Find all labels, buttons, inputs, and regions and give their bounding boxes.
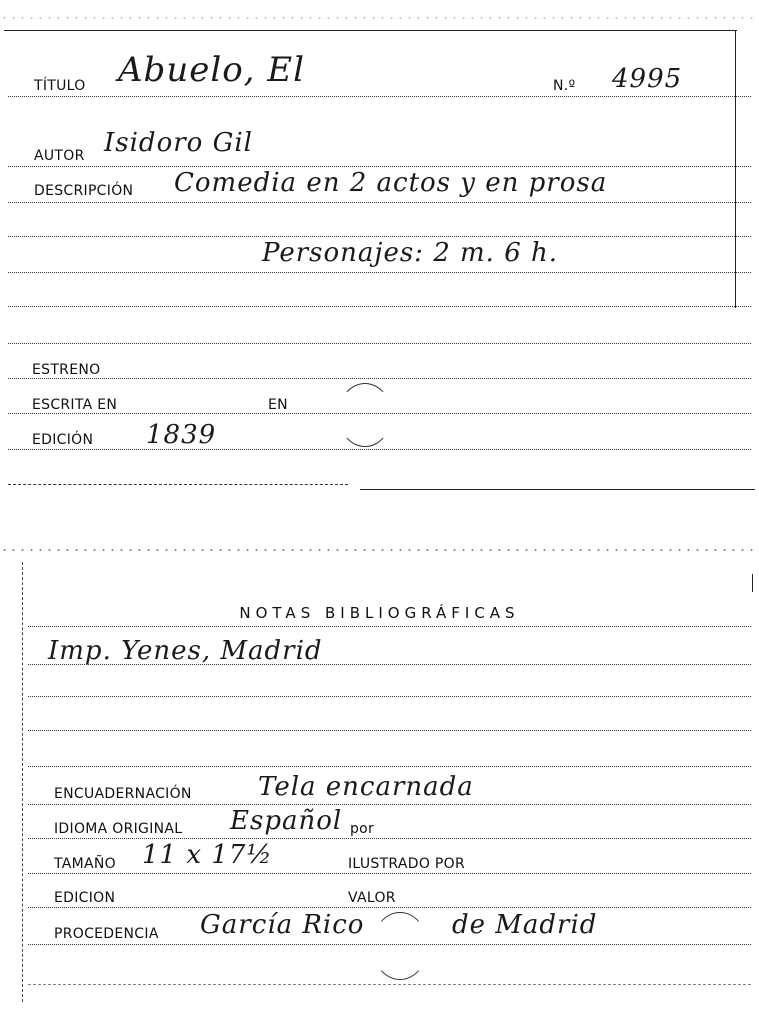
tamano-line bbox=[28, 873, 751, 874]
autor-line bbox=[8, 166, 751, 167]
card-bottom-top-edge bbox=[0, 546, 759, 554]
autor-label: AUTOR bbox=[34, 148, 85, 164]
blank-line-1 bbox=[8, 236, 751, 237]
escrita-label: ESCRITA EN bbox=[32, 397, 118, 413]
card-top-border bbox=[4, 30, 737, 31]
procedencia-label: PROCEDENCIA bbox=[54, 926, 159, 942]
notas-line-2 bbox=[28, 696, 751, 697]
notas-line-4 bbox=[28, 766, 751, 767]
card-right-border bbox=[735, 30, 736, 308]
encuadernacion-value: Tela encarnada bbox=[258, 772, 474, 802]
catalog-card-bottom bbox=[0, 540, 759, 1028]
ilustrado-label: ILUSTRADO POR bbox=[348, 856, 465, 872]
procedencia-suffix: de Madrid bbox=[452, 910, 598, 940]
numero-value: 4995 bbox=[612, 64, 683, 94]
estreno-line bbox=[8, 378, 751, 379]
edicion-value: 1839 bbox=[146, 420, 217, 450]
valor-label: VALOR bbox=[348, 890, 396, 906]
numero-label: N.º bbox=[553, 78, 576, 94]
card-bottom-dash bbox=[8, 484, 348, 485]
por-label: por bbox=[350, 821, 375, 837]
idioma-label: IDIOMA ORIGINAL bbox=[54, 821, 183, 837]
edicion-line bbox=[8, 449, 751, 450]
notas-line-last bbox=[28, 984, 751, 985]
notas-heading: NOTAS BIBLIOGRÁFICAS bbox=[239, 604, 520, 622]
card2-right-mark bbox=[752, 574, 753, 592]
catalog-card-top bbox=[0, 0, 759, 500]
punch-hole bbox=[338, 383, 392, 447]
notas-line-3 bbox=[28, 730, 751, 731]
en-label: EN bbox=[268, 397, 288, 413]
titulo-value: Abuelo, El bbox=[118, 50, 305, 90]
titulo-line bbox=[8, 96, 751, 97]
personajes-value: Personajes: 2 m. 6 h. bbox=[262, 238, 559, 268]
card-top-edge bbox=[0, 14, 759, 22]
encuadernacion-label: ENCUADERNACIÓN bbox=[54, 786, 192, 802]
edicion-label: EDICIÓN bbox=[32, 432, 94, 448]
descripcion-line bbox=[8, 202, 751, 203]
notas-line-1 bbox=[28, 664, 751, 665]
tamano-label: TAMAÑO bbox=[54, 856, 116, 872]
tamano-value: 11 x 17½ bbox=[142, 840, 273, 870]
punch-hole-2 bbox=[372, 912, 428, 980]
encuadernacion-line bbox=[28, 804, 751, 805]
nota-value: Imp. Yenes, Madrid bbox=[48, 636, 323, 666]
estreno-label: ESTRENO bbox=[32, 362, 101, 378]
card2-left-border bbox=[22, 562, 23, 1002]
card-bottom-edge bbox=[360, 489, 755, 490]
titulo-label: TÍTULO bbox=[34, 78, 86, 94]
idioma-line bbox=[28, 838, 751, 839]
blank-line-3 bbox=[8, 306, 751, 307]
blank-line-2 bbox=[8, 272, 751, 273]
edicion2-line bbox=[28, 907, 751, 908]
autor-value: Isidoro Gil bbox=[104, 128, 253, 158]
descripcion-value: Comedia en 2 actos y en prosa bbox=[174, 168, 608, 198]
edicion2-label: EDICION bbox=[54, 890, 116, 906]
idioma-value: Español bbox=[230, 806, 343, 836]
procedencia-value: García Rico bbox=[200, 910, 365, 940]
notas-line-0 bbox=[28, 626, 751, 627]
blank-line-4 bbox=[8, 343, 751, 344]
descripcion-label: DESCRIPCIÓN bbox=[34, 183, 134, 199]
